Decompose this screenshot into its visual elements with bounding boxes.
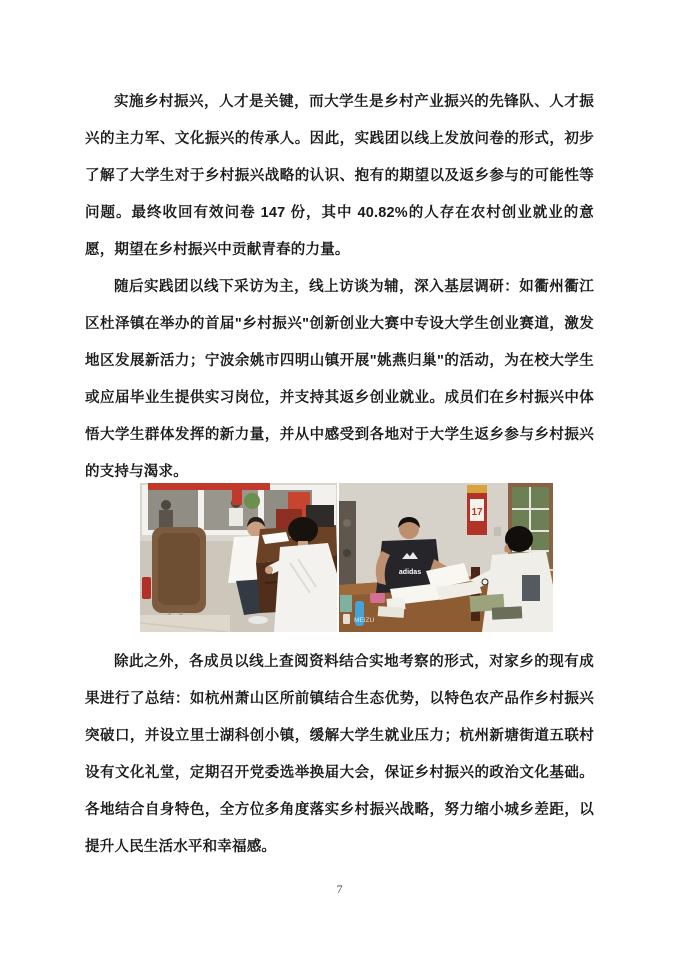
interview-photos [140,483,553,632]
interview-photos-illustration [140,483,553,632]
wrist-watch [482,579,488,585]
pink-item [370,593,385,603]
background-person [161,500,171,510]
fire-extinguisher [142,577,151,599]
camera-icon [343,614,350,624]
watermark-text: MEIZU [354,617,375,624]
cup [340,595,352,612]
page-number: 7 [336,882,343,896]
wall-socket [494,527,501,536]
adidas-logo-text: adidas [398,569,422,576]
document-body [85,84,594,866]
paragraph-2: 随后实践团以线下采访为主，线上访谈为辅，深入基层调研：如衢州衢江区杜泽镇在举办的首届"乡村振兴"创新创业大赛中专设大学生创业赛道，激发地区发展新活力；宁波余姚市四明山镇开展"姚燕归巢"的活动，为在校大学生或应届毕业生提供实习岗位，并支持其返乡创业就业。成员们在乡村振兴中体悟大学生群体发挥的新力量，并从中感受到各地对于大学生返乡参与乡村振兴的支持与渴求。 [85,279,594,480]
plant [244,493,260,509]
paragraph-1: 实施乡村振兴，人才是关键，而大学生是乡村产业振兴的先锋队、人才振兴的主力军、文化振兴的传承人。因此，实践团以线上发放问卷的形式，初步了解了大学生对于乡村振兴战略的认识、抱有的期望以及返乡参与的可能性等问题。最终收回有效问卷 147 份，其中 40.82%的人存在农村创业就业的意愿，期望在乡村振兴中贡献青春的力量。 [85,94,594,258]
photo-right-table-interview [339,483,553,632]
paragraph-3: 除此之外，各成员以线上查阅资料结合实地考察的形式，对家乡的现有成果进行了总结：如杭州萧山区所前镇结合生态优势，以特色农产品作乡村振兴突破口，并设立里士湖科创小镇，缓解大学生就业压力；杭州新塘街道五联村设有文化礼堂，定期召开党委选举换届大会，保证乡村振兴的政治文化基础。各地结合自身特色，全方位多角度落实乡村振兴战略，努力缩小城乡差距，以提升人民生活水平和幸福感。 [85,654,594,855]
calendar-day-number: 17 [471,507,483,518]
shirt-print [522,575,540,601]
photo-seam [337,483,339,632]
red-banner [148,483,270,490]
photo-left-office-interview [140,483,338,632]
calendar [467,485,487,535]
